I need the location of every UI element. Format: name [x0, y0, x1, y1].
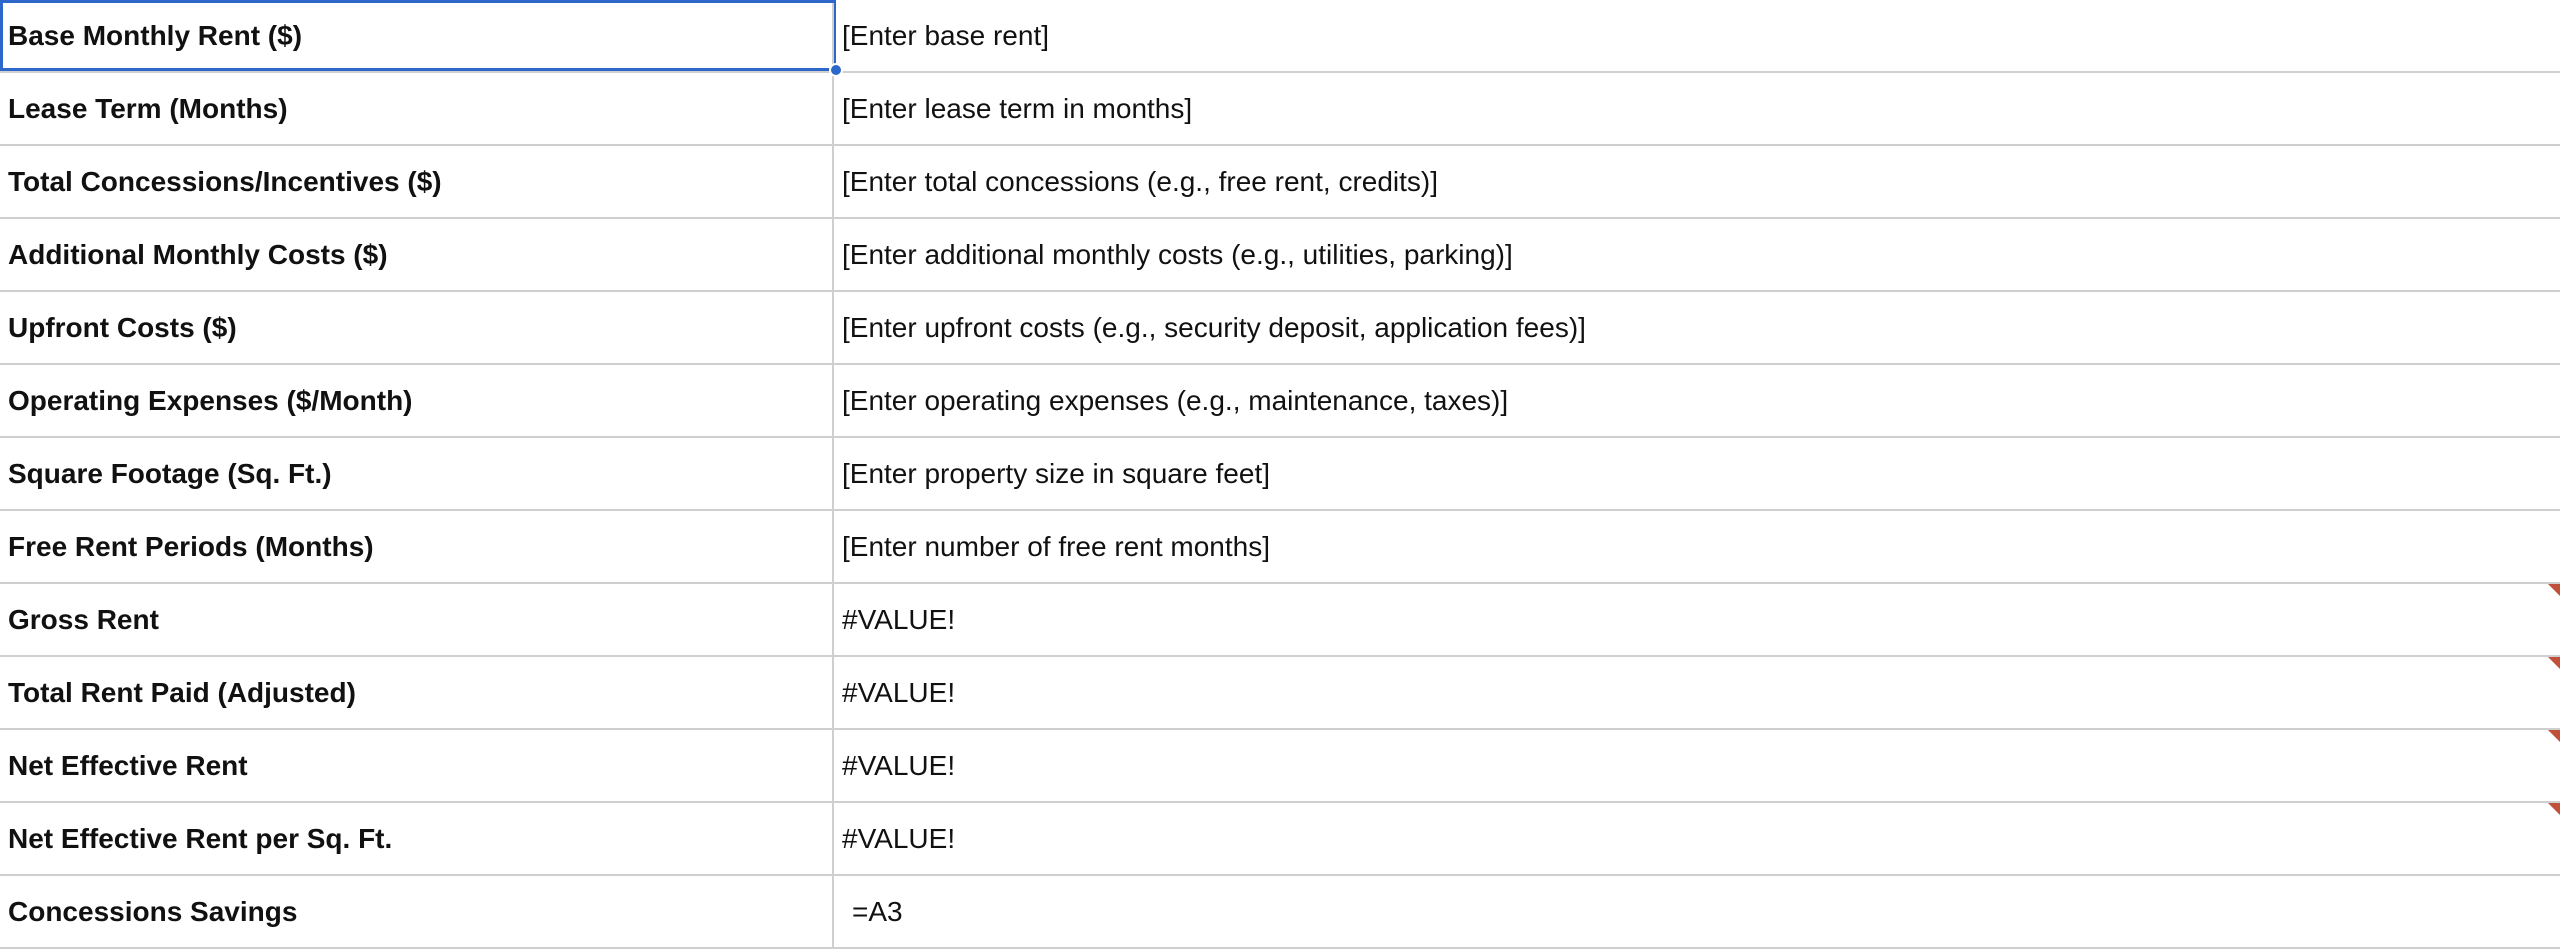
sheet-row-11 — [0, 730, 2560, 803]
cell-label-net-effective-rent-per-sqft[interactable]: Net Effective Rent per Sq. Ft. — [0, 803, 834, 874]
cell-label-base-monthly-rent[interactable]: Base Monthly Rent ($) — [0, 0, 834, 71]
cell-text: #VALUE! — [842, 676, 956, 708]
cell-value-net-effective-rent[interactable] — [834, 730, 2560, 801]
sheet-row-12 — [0, 803, 2560, 876]
cell-label-total-rent-paid[interactable]: Total Rent Paid (Adjusted) — [0, 657, 834, 728]
cell-value-upfront-costs[interactable]: [Enter upfront costs (e.g., security deposit, application fees)] — [842, 311, 1586, 343]
error-triangle-icon[interactable] — [2548, 657, 2560, 669]
cell-value-gross-rent[interactable] — [834, 584, 2560, 655]
cell-value-free-rent-periods[interactable]: [Enter number of free rent months] — [842, 530, 1270, 562]
cell-text: #VALUE! — [842, 822, 956, 854]
cell-text: #VALUE! — [842, 749, 956, 781]
sheet-row-1 — [0, 0, 2560, 73]
sheet-row-10 — [0, 657, 2560, 730]
sheet-row-8 — [0, 511, 2560, 584]
cell-label-free-rent-periods[interactable]: Free Rent Periods (Months) — [0, 511, 834, 582]
sheet-row-5 — [0, 292, 2560, 365]
sheet-row-2 — [0, 73, 2560, 146]
fill-handle[interactable] — [829, 63, 843, 77]
cell-label-square-footage[interactable]: Square Footage (Sq. Ft.) — [0, 438, 834, 509]
sheet-row-9 — [0, 584, 2560, 657]
cell-value-additional-monthly-costs[interactable]: [Enter additional monthly costs (e.g., utilities, parking)] — [842, 238, 1513, 270]
error-triangle-icon[interactable] — [2548, 803, 2560, 815]
cell-text: #VALUE! — [842, 603, 956, 635]
cell-value-total-concessions[interactable]: [Enter total concessions (e.g., free rent, credits)] — [842, 165, 1439, 197]
error-triangle-icon[interactable] — [2548, 584, 2560, 596]
sheet-row-7 — [0, 438, 2560, 511]
cell-label-total-concessions[interactable]: Total Concessions/Incentives ($) — [0, 146, 834, 217]
cell-label-lease-term[interactable]: Lease Term (Months) — [0, 73, 834, 144]
cell-label-gross-rent[interactable]: Gross Rent — [0, 584, 834, 655]
sheet-row-6 — [0, 365, 2560, 438]
cell-label-upfront-costs[interactable]: Upfront Costs ($) — [0, 292, 834, 363]
cell-value-base-monthly-rent[interactable]: [Enter base rent] — [842, 19, 1050, 51]
sheet-row-3 — [0, 146, 2560, 219]
sheet-row-4 — [0, 219, 2560, 292]
cell-label-additional-monthly-costs[interactable]: Additional Monthly Costs ($) — [0, 219, 834, 290]
cell-value-lease-term[interactable]: [Enter lease term in months] — [842, 92, 1193, 124]
cell-value-net-effective-rent-per-sqft[interactable] — [834, 803, 2560, 874]
cell-label-concessions-savings[interactable]: Concessions Savings — [0, 876, 834, 947]
cell-value-square-footage[interactable]: [Enter property size in square feet] — [842, 457, 1270, 489]
error-triangle-icon[interactable] — [2548, 730, 2560, 742]
cell-value-operating-expenses[interactable]: [Enter operating expenses (e.g., maintenance, taxes)] — [842, 384, 1509, 416]
cell-label-net-effective-rent[interactable]: Net Effective Rent — [0, 730, 834, 801]
cell-value-concessions-savings[interactable]: =A3 — [852, 895, 903, 927]
cell-value-total-rent-paid[interactable] — [834, 657, 2560, 728]
sheet-row-13 — [0, 876, 2560, 949]
cell-label-operating-expenses[interactable]: Operating Expenses ($/Month) — [0, 365, 834, 436]
